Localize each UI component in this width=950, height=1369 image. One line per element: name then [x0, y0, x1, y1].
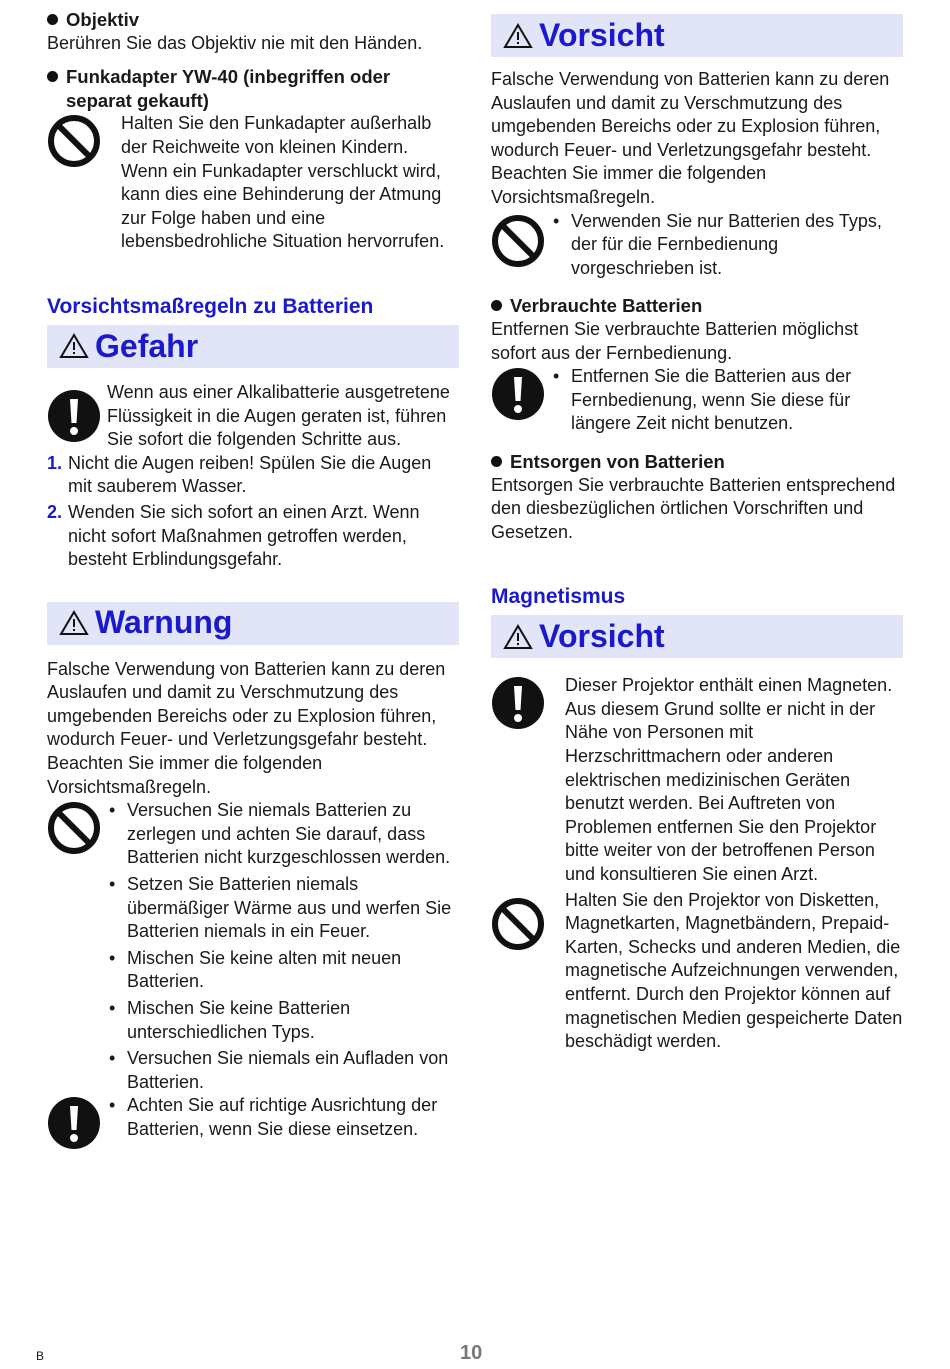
batterien-section-title: Vorsichtsmaßregeln zu Batterien	[47, 294, 374, 318]
prohibition-icon	[47, 112, 121, 168]
vorsicht-text: Falsche Verwendung von Batterien kann zu deren Auslaufen und damit zu Verschmutzung des umgebenden Bereichs oder zu Explosion führen, wodurch Feuer- und Verletzungsgefahr besteht. Beachten Sie immer die folgenden Vorsichtsmaßregeln.	[491, 69, 890, 207]
list-item: • Mischen Sie keine alten mit neuen Batterien.	[107, 947, 459, 994]
gefahr-block	[47, 381, 459, 452]
gefahr-text: Wenn aus einer Alkalibatterie ausgetretene Flüssigkeit in die Augen geraten ist, führen Sie sofort die folgenden Schritte aus.	[107, 381, 450, 450]
magnetismus-section-title: Magnetismus	[491, 585, 626, 609]
magnet-text-2: Halten Sie den Projektor von Disketten, Magnetkarten, Magnetbändern, Prepaid-Karten, Schecks und anderen Medien, die magnetische Aufzeichnungen verwenden, entfernt. Durch den Projektor können auf magnetischen Medien gespeicherte Daten beschädigt werden.	[565, 889, 903, 1052]
prohibition-icon	[491, 889, 565, 951]
exclamation-mandatory-icon	[47, 1094, 107, 1150]
prohibition-icon	[491, 210, 551, 268]
step-text: Wenden Sie sich sofort an einen Arzt. Wenn nicht sofort Maßnahmen getroffen werden, besteht Erblindungsgefahr.	[68, 501, 420, 570]
right-column	[491, 14, 903, 1054]
verbraucht-block	[491, 365, 903, 436]
gefahr-label: Gefahr	[95, 327, 199, 364]
exclamation-mandatory-icon	[491, 365, 551, 421]
magnet-block-2	[491, 889, 903, 1054]
vorsicht-prohibit-block	[491, 210, 903, 281]
warnung-box	[47, 602, 459, 645]
objektiv-heading-text: Objektiv	[66, 9, 139, 30]
list-item: • Mischen Sie keine Batterien unterschiedlichen Typs.	[107, 997, 459, 1044]
funkadapter-heading	[47, 65, 459, 112]
warnung-text: Falsche Verwendung von Batterien kann zu deren Auslaufen und damit zu Verschmutzung des umgebenden Bereichs oder zu Explosion führen, wodurch Feuer- und Verletzungsgefahr besteht. Beachten Sie immer die folgenden Vorsichtsmaßregeln.	[47, 658, 446, 797]
warning-triangle-icon	[503, 23, 533, 49]
magnet-text-1: Dieser Projektor enthält einen Magneten. Aus diesem Grund sollte er nicht in der Nähe von Personen mit Herzschrittmachern oder anderen elektrischen medizinischen Geräten benutzt werden. Bei Auftreten von Problemen entfernen Sie den Projektor bitte weiter von der betroffenen Person und konsultieren Sie einen Arzt.	[565, 675, 893, 885]
warnung-mandatory-list	[107, 1094, 459, 1141]
warnung-prohibit-list	[107, 799, 459, 1094]
warnung-label: Warnung	[95, 604, 233, 641]
gefahr-steps	[47, 452, 459, 572]
list-item: • Verwenden Sie nur Batterien des Typs, der für die Fernbedienung vorgeschrieben ist.	[551, 210, 903, 281]
gefahr-box	[47, 325, 459, 368]
footer-mark: B	[36, 1349, 45, 1363]
funkadapter-block	[47, 112, 459, 254]
list-item: • Achten Sie auf richtige Ausrichtung der Batterien, wenn Sie diese einsetzen.	[107, 1094, 459, 1141]
left-column	[47, 8, 459, 1150]
step-number: 1.	[47, 452, 63, 473]
step-number: 2.	[47, 501, 63, 522]
verbraucht-list	[551, 365, 903, 436]
exclamation-mandatory-icon	[47, 381, 107, 443]
funkadapter-heading-text: Funkadapter YW-40 (inbegriffen oder separat gekauft)	[66, 66, 391, 111]
warning-triangle-icon	[59, 610, 89, 636]
list-item: • Versuchen Sie niemals Batterien zu zerlegen und achten Sie darauf, dass Batterien nicht kurzgeschlossen werden.	[107, 799, 459, 870]
objektiv-text: Berühren Sie das Objektiv nie mit den Händen.	[47, 32, 423, 53]
page-number: 10	[460, 1342, 483, 1364]
bullet-dot-icon	[491, 300, 502, 311]
verbraucht-heading-text: Verbrauchte Batterien	[510, 295, 703, 317]
warning-triangle-icon	[59, 333, 89, 359]
warnung-prohibit-block	[47, 799, 459, 1094]
entsorgen-heading-text: Entsorgen von Batterien	[510, 450, 725, 472]
warnung-mandatory-block	[47, 1094, 459, 1150]
warning-triangle-icon	[503, 624, 533, 650]
funkadapter-text: Halten Sie den Funkadapter außerhalb der Reichweite von kleinen Kindern. Wenn ein Funkadapter verschluckt wird, kann dies eine Behinderung der Atmung zur Folge haben und eine lebensbedrohliche Situation hervorrufen.	[121, 113, 445, 252]
list-item: • Setzen Sie Batterien niemals übermäßiger Wärme aus und werfen Sie Batterien niemals in ein Feuer.	[107, 873, 459, 944]
list-item: • Entfernen Sie die Batterien aus der Fernbedienung, wenn Sie diese für längere Zeit nicht benutzen.	[551, 365, 903, 436]
bullet-dot-icon	[47, 71, 58, 82]
entsorgen-text: Entsorgen Sie verbrauchte Batterien entsprechend den diesbezüglichen örtlichen Vorschriften und Gesetzen.	[491, 474, 896, 542]
entsorgen-heading	[491, 450, 903, 474]
step-item	[47, 501, 459, 572]
step-item	[47, 452, 459, 499]
step-text: Nicht die Augen reiben! Spülen Sie die Augen mit sauberem Wasser.	[68, 452, 432, 497]
bullet-dot-icon	[47, 14, 58, 25]
prohibition-icon	[47, 799, 107, 855]
vorsicht-label: Vorsicht	[539, 16, 665, 53]
bullet-dot-icon	[491, 456, 502, 467]
objektiv-heading	[47, 8, 459, 32]
verbraucht-text: Entfernen Sie verbrauchte Batterien möglichst sofort aus der Fernbedienung.	[491, 318, 859, 363]
exclamation-mandatory-icon	[491, 674, 565, 730]
magnet-block-1	[491, 674, 903, 886]
verbraucht-heading	[491, 294, 903, 318]
vorsicht2-box	[491, 615, 903, 658]
vorsicht-list	[551, 210, 903, 281]
vorsicht2-label: Vorsicht	[539, 617, 665, 654]
vorsicht-box	[491, 14, 903, 57]
list-item: • Versuchen Sie niemals ein Aufladen von Batterien.	[107, 1047, 459, 1094]
